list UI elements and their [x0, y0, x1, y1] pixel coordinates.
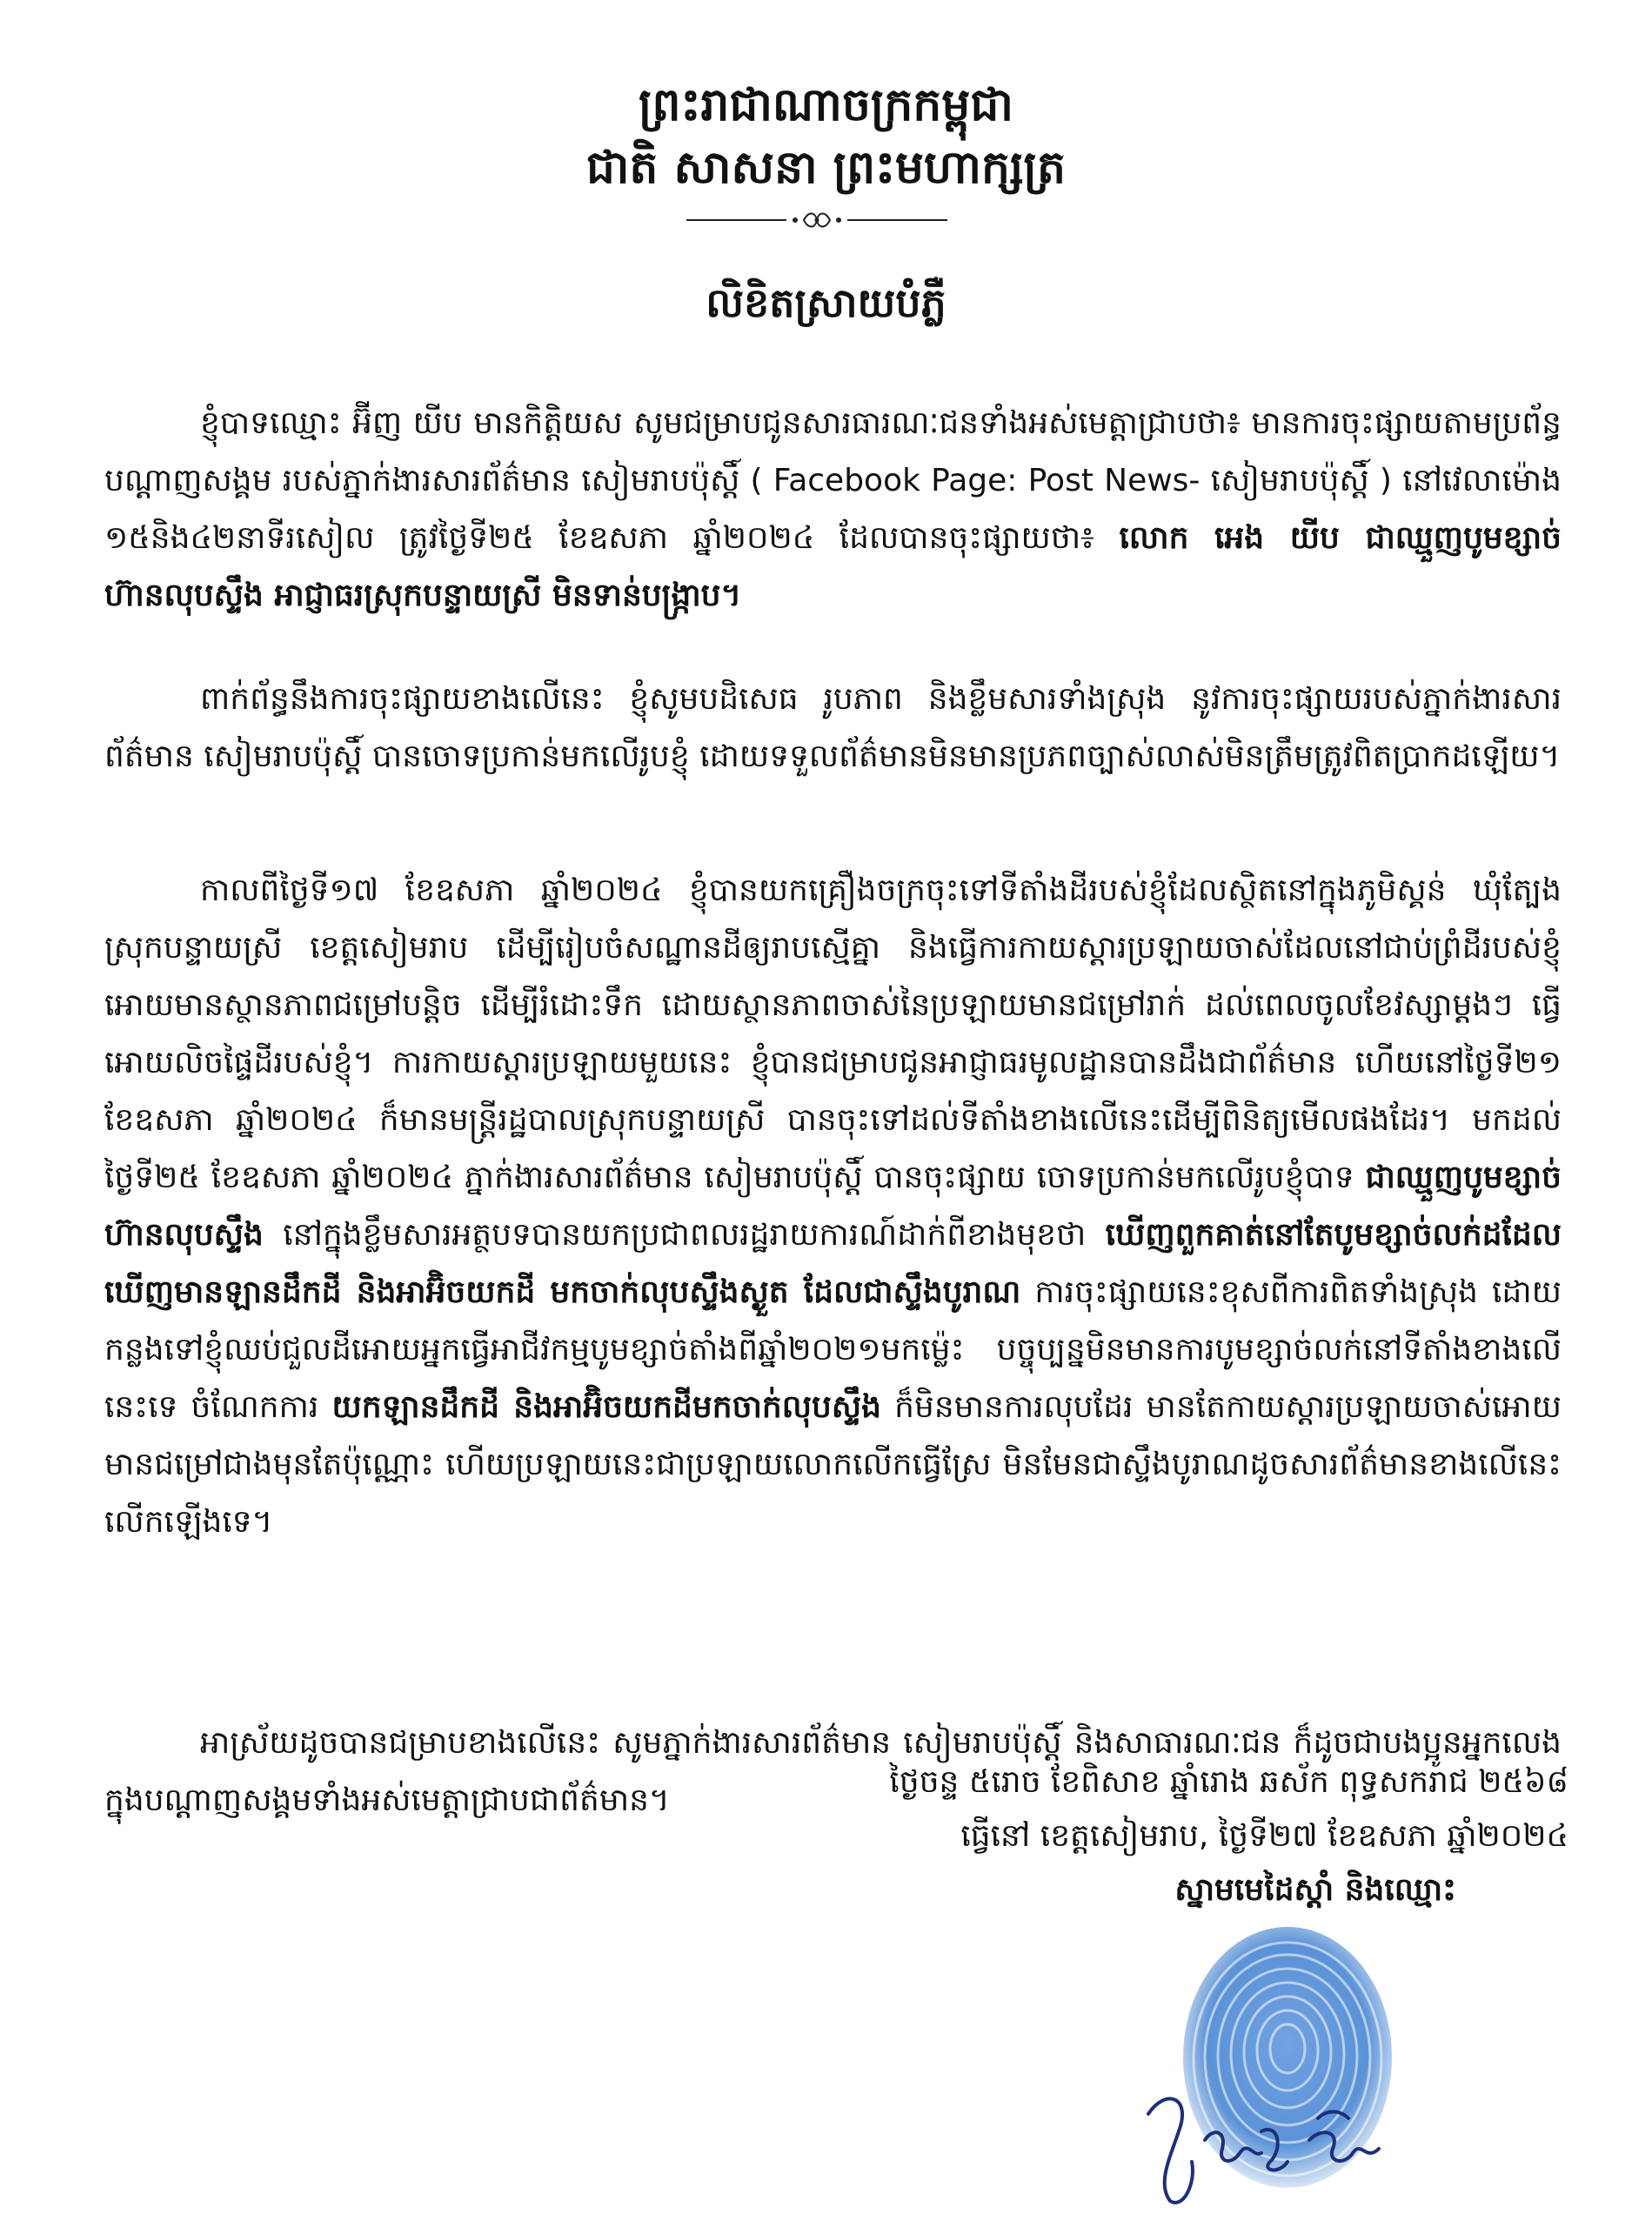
- paragraph-3: [104, 862, 1562, 1551]
- lunar-date: ថ្ងៃចន្ទ ៥រោច ខែពិសាខ ឆ្នាំរោង ឆស័ក ពុទ្ធសករាជ ២៥៦៨: [889, 1764, 1568, 1800]
- paragraph-2-text: ពាក់ព័ន្ធនឹងការចុះផ្សាយខាងលើនេះ ខ្ញុំសូមបដិសេធ រូបភាព និងខ្លឹមសារទាំងស្រុង នូវការចុះផ្សាយរបស់ភ្នាក់ងារសារព័ត៌មាន សៀមរាបប៉ុស្តិ៍ បានចោទប្រកាន់មកលើរូបខ្ញុំ ដោយទទួលព័ត៌មានមិនមានប្រភពច្បាស់លាស់មិនត្រឹមត្រូវពិតប្រាកដឡើយ។: [104, 681, 1562, 774]
- document-title: លិខិតស្រាយបំភ្លឺ: [706, 279, 946, 326]
- signature-label: ស្នាមមេដៃស្តាំ និងឈ្មោះ: [1174, 1872, 1456, 1908]
- paragraph-1-text: ខ្ញុំបាទឈ្មោះ អ៊ីញ យីប មានកិត្តិយស សូមជម្រាបជូនសារធារណៈជនទាំងអស់មេត្តាជ្រាបថា៖ មានការចុះផ្សាយតាមប្រព័ន្ធបណ្តាញសង្គម របស់ភ្នាក់ងារសារព័ត៌មាន សៀមរាបប៉ុស្តិ៍ ( Facebook Page: Post News- សៀមរាបប៉ុស្តិ៍ ) នៅវេលាម៉ោង ១៥និង៤២នាទីរសៀល ត្រូវថ្ងៃទី២៥ ខែឧសភា ឆ្នាំ២០២៤ ដែលបានចុះផ្សាយថា៖: [104, 405, 1562, 556]
- ornament-divider: [686, 207, 947, 233]
- kingdom-heading: ព្រះរាជាណាចក្រកម្ពុជា: [639, 79, 1013, 131]
- paragraph-3-text-4: ក៏មិនមានការលុបដែរ មានតែកាយស្តារប្រឡាយចាស់អោយមានជម្រៅជាងមុនតែប៉ុណ្ណោះ ហើយប្រឡាយនេះជាប្រឡាយលោកលើកធ្វើស្រែ មិនមែនជាស្ទឹងបូរាណដូចសារព័ត៌មានខាងលើនេះលើកឡើងទេ។: [104, 1389, 1562, 1540]
- paragraph-1-bold: លោក អេង យីប ជាឈ្មួញបូមខ្សាច់ ហ៊ានលុបស្ទឹង អាជ្ញាធរស្រុកបន្ទាយស្រី មិនទាន់បង្ក្រាប។: [104, 520, 1562, 613]
- paragraph-3-bold-2: ឃើញពួកគាត់នៅតែបូមខ្សាច់លក់ដដែល ឃើញមានឡានដឹកដី និងអាអ៊ិចយកដី មកចាក់លុបស្ទឹងស្ងួត ដែលជាស្ទឹងបូរាណ: [104, 1217, 1562, 1310]
- handwritten-signature: [1131, 2079, 1392, 2210]
- paragraph-3-bold-3: យកឡានដឹកដី និងអាអ៊ិចយកដីមកចាក់លុបស្ទឹង: [331, 1389, 881, 1425]
- paragraph-3-text-1: កាលពីថ្ងៃទី១៧ ខែឧសភា ឆ្នាំ២០២៤ ខ្ញុំបានយកគ្រឿងចក្រចុះទៅទីតាំងដីរបស់ខ្ញុំដែលស្ថិតនៅក្នុងភូមិស្គន់ ឃុំត្បែង ស្រុកបន្ទាយស្រី ខេត្តសៀមរាប ដើម្បីរៀបចំសណ្ឋានដីឲ្យរាបស្មើគ្នា និងធ្វើការកាយស្តារប្រឡាយចាស់ដែលនៅជាប់ព្រំដីរបស់ខ្ញុំ អោយមានស្ថានភាពជម្រៅបន្តិច ដើម្បីរំដោះទឹក ដោយស្ថានភាពចាស់នៃប្រឡាយមានជម្រៅរាក់ ដល់ពេលចូលខែវស្សាម្តងៗ ធ្វើអោយលិចផ្ទៃដីរបស់ខ្ញុំ។ ការកាយស្តារប្រឡាយមួយនេះ ខ្ញុំបានជម្រាបជូនអាជ្ញាធរមូលដ្ឋានបានដឹងជាព័ត៌មាន ហើយនៅថ្ងៃទី២១ ខែឧសភា ឆ្នាំ២០២៤ ក៏មានមន្ត្រីរដ្ឋបាលស្រុកបន្ទាយស្រី បានចុះទៅដល់ទីតាំងខាងលើនេះដើម្បីពិនិត្យមើលផងដែរ។ មកដល់ថ្ងៃទី២៥ ខែឧសភា ឆ្នាំ២០២៤ ភ្នាក់ងារសារព័ត៌មាន សៀមរាបប៉ុស្តិ៍ បានចុះផ្សាយ ចោទប្រកាន់មកលើរូបខ្ញុំបាទ: [104, 873, 1562, 1195]
- paragraph-2: [104, 671, 1562, 786]
- paragraph-3-bold-1: ជាឈ្មួញបូមខ្សាច់ ហ៊ានលុបស្ទឹង: [104, 1160, 1562, 1253]
- place-and-date: ធ្វើនៅ ខេត្តសៀមរាប, ថ្ងៃទី២៧ ខែឧសភា ឆ្នាំ២០២៤: [960, 1818, 1568, 1854]
- paragraph-1: [104, 395, 1562, 625]
- paragraph-3-text-3: ការចុះផ្សាយនេះខុសពីការពិតទាំងស្រុង ដោយកន្លងទៅខ្ញុំឈប់ជួលដីអោយអ្នកធ្វើអាជីវកម្មបូមខ្សាច់តាំងពីឆ្នាំ២០២១មកម្ល៉េះ បច្ចុប្បន្នមិនមានការបូមខ្សាច់លក់នៅទីតាំងខាងលើនេះទេ ចំណែកការ: [104, 1274, 1562, 1425]
- motto-heading: ជាតិ សាសនា ព្រះមហាក្សត្រ: [585, 142, 1067, 194]
- paragraph-3-text-2: នៅក្នុងខ្លឹមសារអត្ថបទបានយកប្រជាពលរដ្ឋរាយការណ៍ដាក់ពីខាងមុខថា: [263, 1217, 1106, 1253]
- paragraph-4-text: អាស្រ័យដូចបានជម្រាបខាងលើនេះ សូមភ្នាក់ងារសារព័ត៌មាន សៀមរាបប៉ុស្តិ៍ និងសាធារណៈជន ក៏ដូចជាបងប្អូនអ្នកលេងក្នុងបណ្តាញសង្គមទាំងអស់មេត្តាជ្រាបជាព័ត៌មាន។: [104, 1725, 1562, 1818]
